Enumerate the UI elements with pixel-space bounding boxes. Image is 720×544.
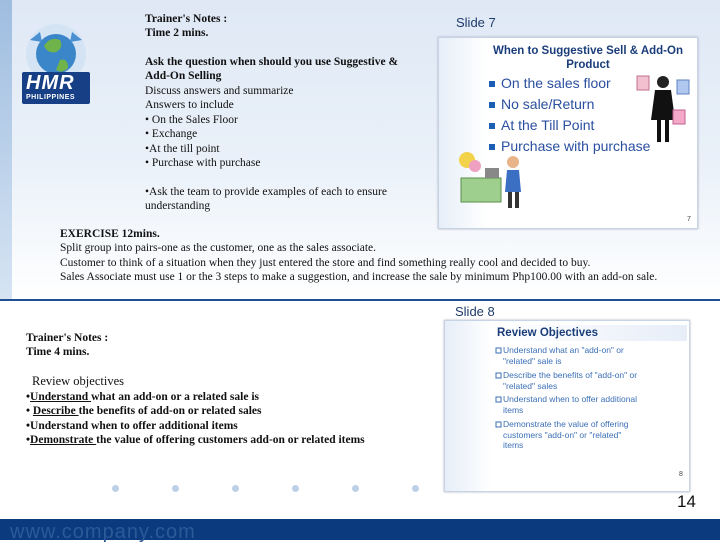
notes-ask-line1: •Ask the team to provide examples of each to ensure: [145, 186, 387, 198]
decorative-dot: [292, 485, 299, 492]
decorative-dot: [412, 485, 419, 492]
decorative-dot: [232, 485, 239, 492]
bullet-square-icon: [489, 123, 495, 129]
notes-heading: Trainer's Notes :: [145, 13, 228, 25]
notes-line: Discuss answers and summarize: [145, 85, 294, 97]
slide-7-page-number: 7: [687, 216, 691, 223]
review-item: •Understand what an add-on or a related sale is: [26, 391, 259, 403]
notes-line: • Purchase with purchase: [145, 157, 261, 169]
hmr-logo: [20, 16, 92, 106]
notes-line: •At the till point: [145, 143, 220, 155]
review-subtitle: Review objectives: [32, 374, 124, 388]
decorative-dot: [352, 485, 359, 492]
slide-7-title-line1: When to Suggestive Sell & Add-On: [493, 45, 683, 57]
slide-7-title-line2: Product: [566, 59, 610, 71]
slide-8-thumbnail[interactable]: [444, 320, 690, 492]
page-number: 14: [677, 492, 696, 511]
slide-8-bullet: Describe the benefits of "add-on" or "related" sales: [503, 370, 638, 391]
slide-7-bullet: No sale/Return: [489, 94, 594, 115]
notes-ask-line2: understanding: [145, 200, 211, 212]
slide-8-label: Slide 8: [455, 304, 495, 319]
slide-7-thumbnail[interactable]: [438, 37, 698, 229]
slide-8-page-number: 8: [679, 471, 683, 478]
slide-8-bullet: Understand when to offer additional items: [503, 394, 638, 415]
review-item: • Describe the benefits of add-on or related sales: [26, 405, 262, 417]
slide-7-bullet: On the sales floor: [489, 73, 611, 94]
exercise-title: EXERCISE 12mins.: [60, 228, 160, 240]
decorative-dot: [172, 485, 179, 492]
slide-8-bullet: Understand what an "add-on" or "related" sale is: [503, 345, 624, 366]
left-stripe: [0, 0, 12, 300]
review-item: •Demonstrate the value of offering customers add-on or related items: [26, 434, 365, 446]
logo-subtext: PHILIPPINES: [26, 94, 76, 101]
slide-8-bullet: Demonstrate the value of offering customers "add-on" or "related" items: [503, 419, 629, 450]
decorative-dot: [112, 485, 119, 492]
notes-line: • Exchange: [145, 128, 198, 140]
notes-question-line2: Add-On Selling: [145, 70, 222, 82]
notes-line: Answers to include: [145, 99, 234, 111]
slide-7-label: Slide 7: [456, 15, 496, 30]
logo-text: HMR: [26, 72, 75, 94]
cashier-illustration-icon: [455, 148, 535, 212]
bullet-square-icon: [489, 102, 495, 108]
slide-7-bullet: Purchase with purchase: [489, 136, 650, 157]
slide-8-side-bar: [445, 321, 491, 491]
exercise-line: Customer to think of a situation when they just entered the store and find something really cool and decided to buy.: [60, 257, 591, 269]
review-notes-time: Time 4 mins.: [26, 346, 90, 358]
notes-time: Time 2 mins.: [145, 27, 209, 39]
slide-8-title: Review Objectives: [497, 327, 598, 339]
exercise-line: Sales Associate must use 1 or the 3 steps to make a suggestion, and increase the sale by minimum Php100.00 with an add-on sale.: [60, 271, 658, 283]
band-divider: [0, 299, 720, 301]
notes-question-line1: Ask the question when should you use Suggestive &: [145, 56, 399, 68]
slide-7-bullet: At the Till Point: [489, 115, 594, 136]
checkbox-bullets-icon: [495, 347, 503, 437]
review-notes-heading: Trainer's Notes :: [26, 332, 109, 344]
bullet-square-icon: [489, 81, 495, 87]
exercise-line: Split group into pairs-one as the customer, one as the sales associate.: [60, 242, 377, 254]
notes-line: • On the Sales Floor: [145, 114, 238, 126]
shopper-illustration-icon: [635, 70, 691, 148]
footer-url: www.company.com: [10, 521, 196, 543]
review-item: •Understand when to offer additional items: [26, 420, 238, 432]
